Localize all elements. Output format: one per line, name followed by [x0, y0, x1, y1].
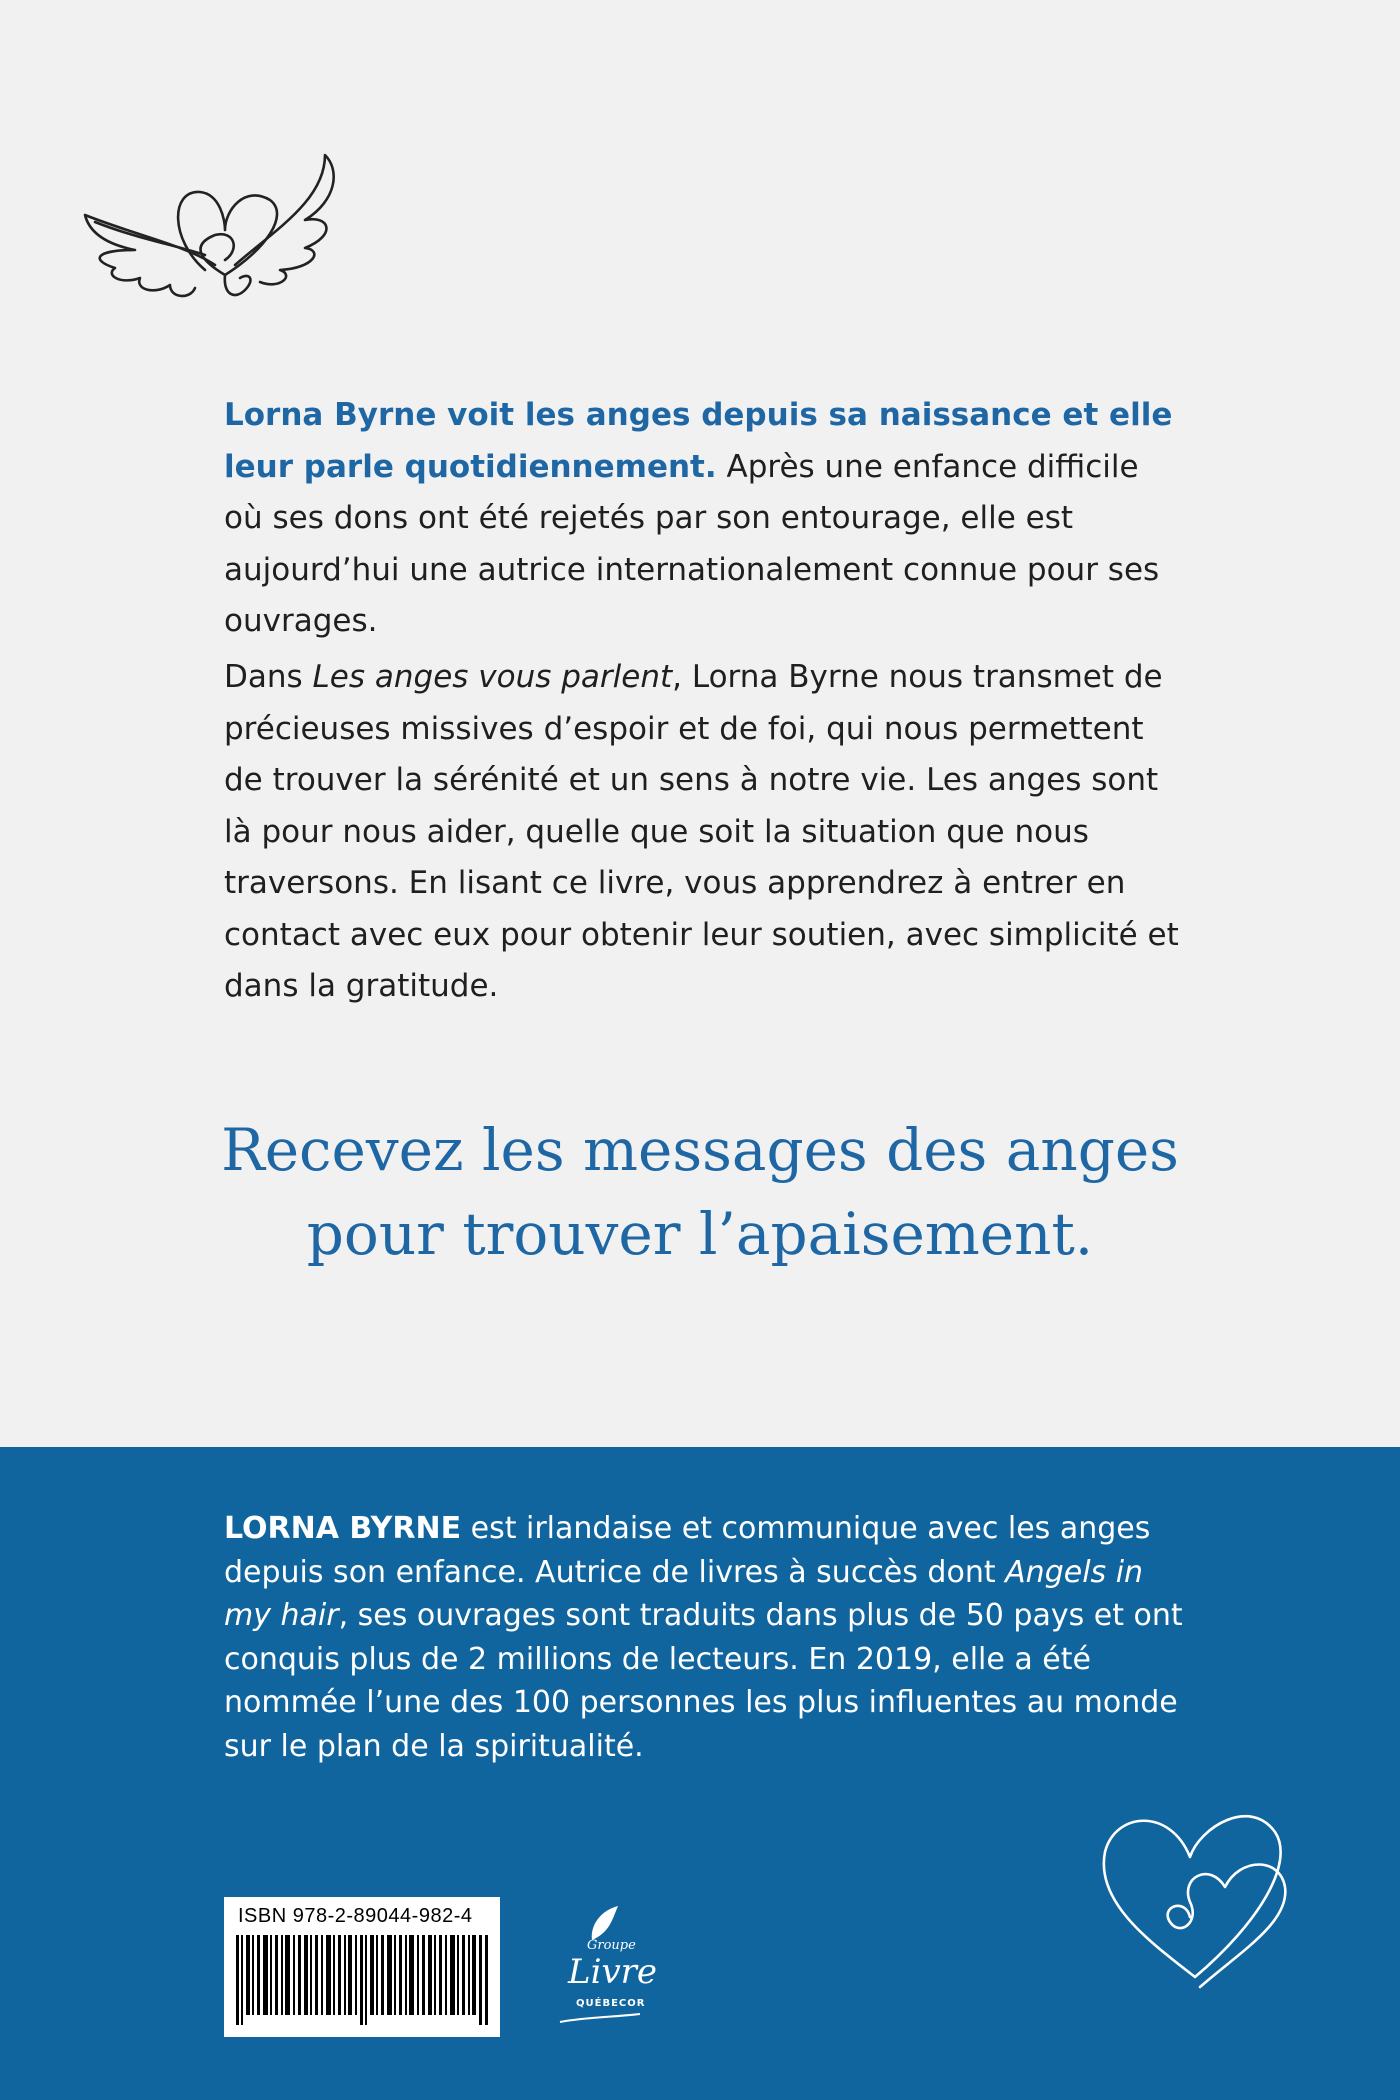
intro-lead: Lorna Byrne voit les anges depuis sa naissance et elle leur parle quotidiennement. — [224, 397, 1173, 485]
bio-book-title: Angels in my hair — [224, 1554, 1144, 1633]
bio-part-1: est irlandaise et communique avec les anges depuis son enfance. Autrice de livres à succès dont — [224, 1511, 1151, 1590]
description-paragraph — [224, 652, 1184, 1013]
logo-quebecor: QUÉBECOR — [576, 1998, 646, 2009]
description-before: Dans — [224, 659, 313, 695]
barcode — [224, 1897, 500, 2037]
winged-heart-icon — [75, 150, 375, 350]
intro-paragraph — [224, 390, 1184, 648]
logo-groupe: Groupe — [587, 1938, 636, 1953]
book-title: Les anges vous parlent — [312, 659, 673, 695]
isbn-text: ISBN 978-2-89044-982-4 — [238, 1905, 473, 1927]
bio-part-2: , ses ouvrages sont traduits dans plus de 50 pays et ont conquis plus de 2 millions de lecteurs. En 2019, elle a été nommée l’une des 100 personnes les plus influentes au monde sur le plan de la spiritualité. — [224, 1598, 1183, 1764]
barcode-bars — [236, 1935, 488, 2025]
slogan — [150, 1108, 1250, 1276]
description-after: , Lorna Byrne nous transmet de précieuses missives d’espoir et de foi, qui nous permettent de trouver la sérénité et un sens à notre vie. Les anges sont là pour nous aider, quelle que soit la situation que nous traversons. En lisant ce livre, vous apprendrez à entrer en contact avec eux pour obtenir leur soutien, avec simplicité et dans la gratitude. — [224, 659, 1179, 1004]
slogan-line-1: Recevez les messages des anges — [221, 1116, 1179, 1184]
slogan-line-2: pour trouver l’apaisement. — [306, 1200, 1094, 1268]
logo-livre: Livre — [568, 1952, 658, 1992]
double-heart-icon — [1090, 1802, 1300, 2002]
author-bio — [224, 1507, 1184, 1768]
intro-rest: Après une enfance difficile où ses dons ont été rejetés par son entourage, elle est aujourd’hui une autrice internationalement connue pour ses ouvrages. — [224, 448, 1160, 639]
publisher-logo — [530, 1902, 670, 2042]
author-band — [0, 1447, 1400, 2100]
author-name: LORNA BYRNE — [224, 1511, 462, 1546]
